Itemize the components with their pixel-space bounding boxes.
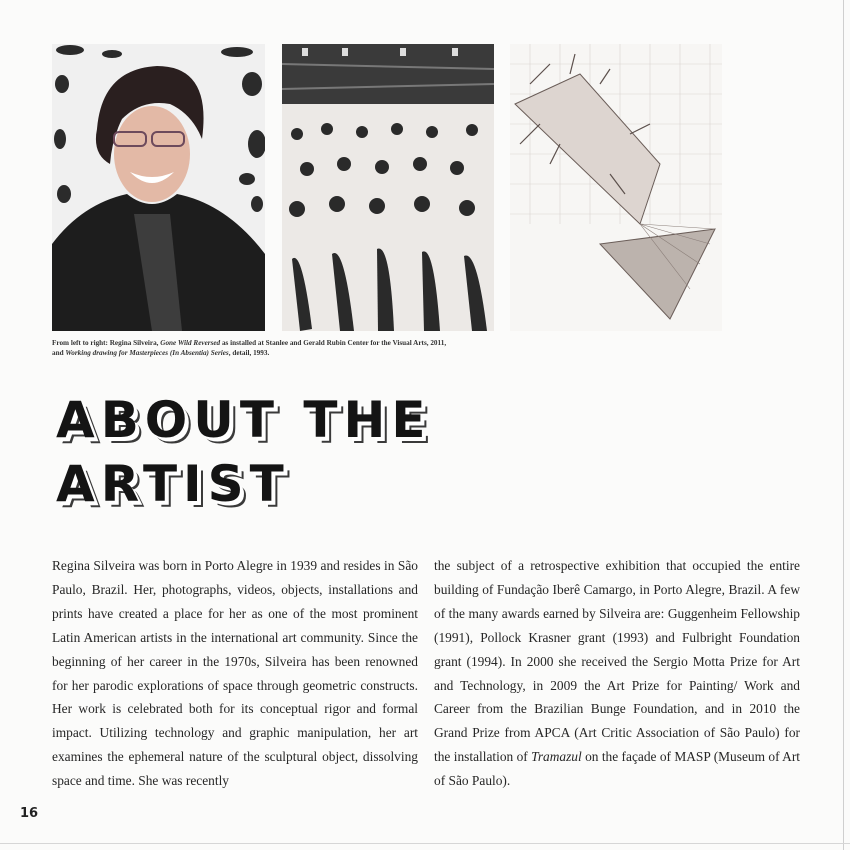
caption-mid: as installed at Stanlee and Gerald Rubin Center for the Visual Arts, 2011, [220,339,447,347]
body-column-right [434,554,800,793]
body-text-left: Regina Silveira was born in Porto Alegre in 1939 and resides in São Paulo, Brazil. Her, photographs, videos, objects, installations and prints have created a place for her as one of the most prominent Latin American artists in the international art community. Since the beginning of her career in the 1970s, Silveira has been renowned for her parodic explorations of space through geometric constructs. Her work is celebrated both for its conceptual rigor and formal impact. Utilizing technology and graphic manipulation, her art examines the ephemeral nature of the sculptural object, dissolving space and time. She was recently [52,558,418,789]
artist-portrait-photo [52,44,265,331]
caption-work-title-1: Gone Wild Reversed [160,339,221,347]
caption-line2-lead: and [52,349,66,357]
caption-work-title-2: Working drawing for Masterpieces (In Absentia) Series [65,349,229,357]
caption-tail: , detail, 1993. [228,349,270,357]
body-text-right-a: the subject of a retrospective exhibition that occupied the entire building of Fundação Iberê Camargo, in Porto Alegre, Brazil. A few of the many awards earned by Silveira are: Guggenheim Fellowship (1991), Pollock Krasner grant (1993) and Fulbright Foundation grant (1994). In 2000 she received the Sergio Motta Prize for Art and Technology, in 2009 the Art Prize for Painting/ Work and Career from the Brazilian Bunge Foundation, and in 2010 the Grand Prize from APCA (Art Critic Association of São Paulo) for the installation of [434,558,800,765]
body-work-title: Tramazul [531,749,582,765]
working-drawing-image [510,44,722,331]
installation-photo [282,44,494,331]
photo-caption [52,338,552,358]
caption-lead: From left to right: Regina Silveira, [52,339,161,347]
body-text-right-b: on the façade of MASP (Museum of Art of São Paulo). [434,749,800,789]
body-column-left [52,554,418,793]
page-title-line-1: ABOUT THE [56,391,432,449]
page-edge-right [843,0,844,850]
page-number: 16 [20,806,39,821]
page-edge-bottom [0,843,850,844]
page-title-line-2: ARTIST [56,455,290,513]
page-title [56,388,476,516]
